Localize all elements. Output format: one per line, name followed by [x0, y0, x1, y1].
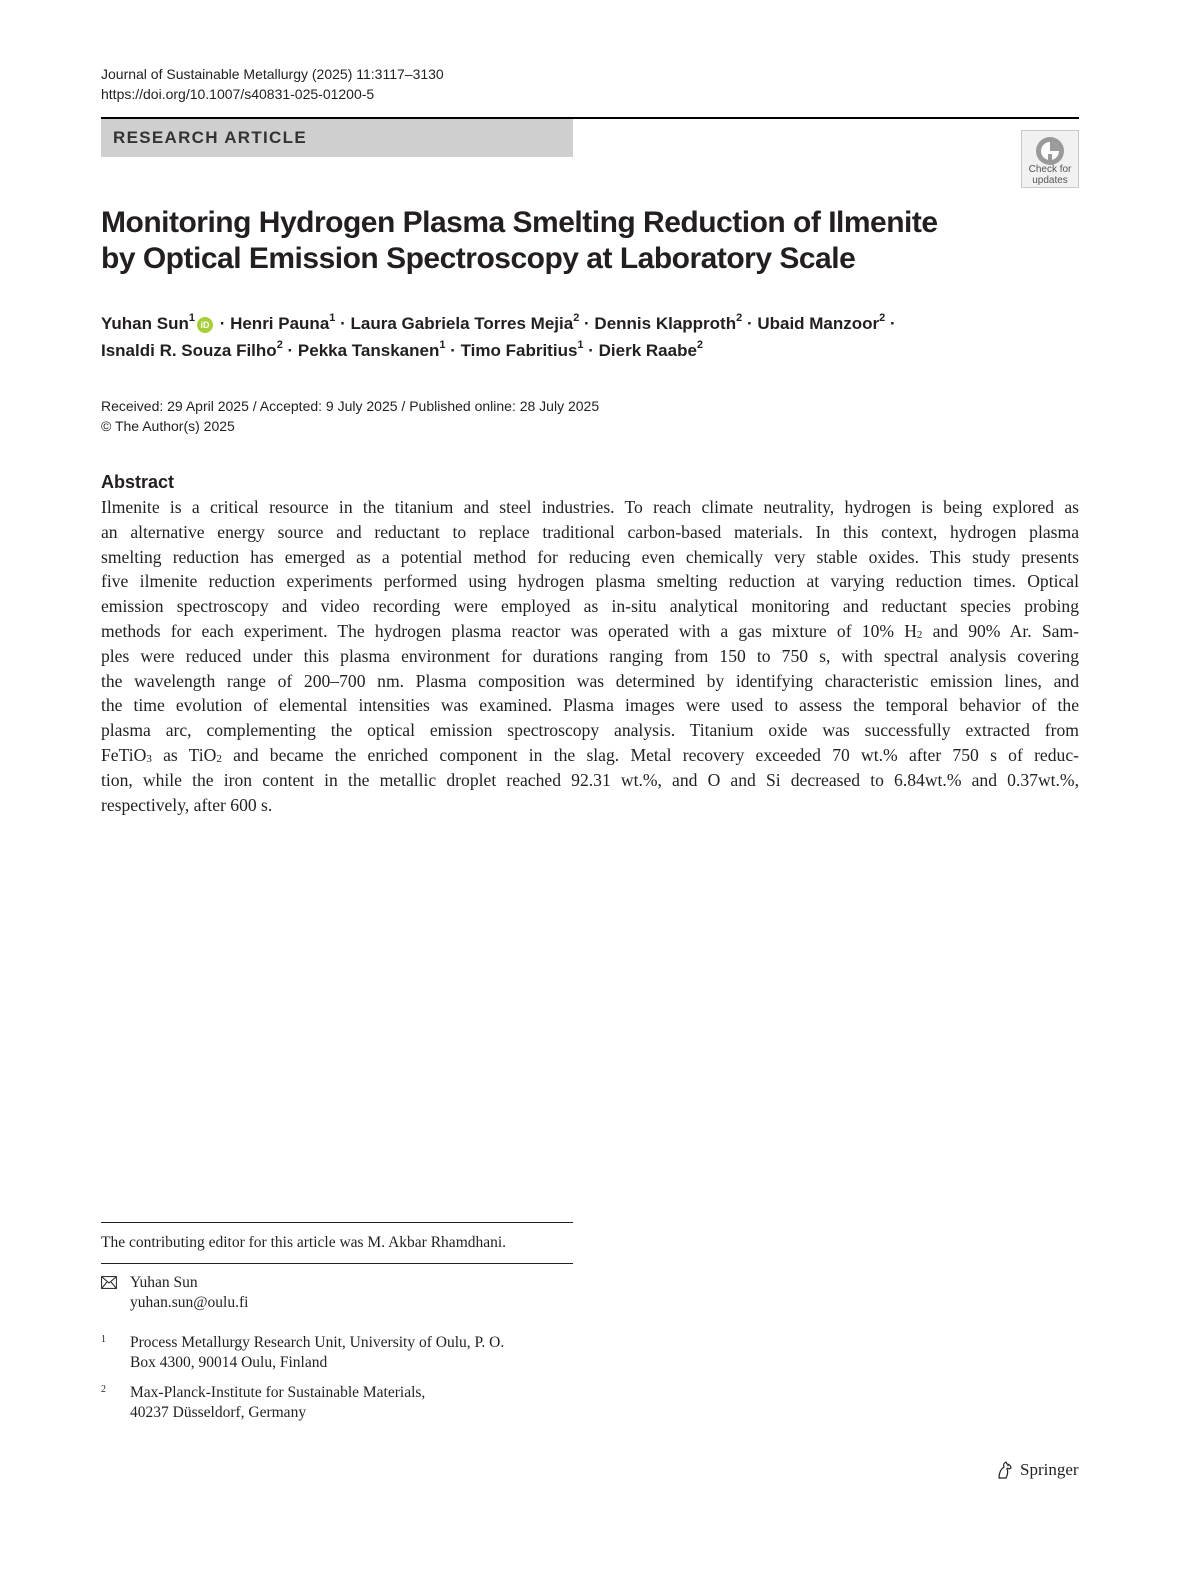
editor-note: The contributing editor for this article was M. Akbar Rhamdhani. [101, 1234, 507, 1251]
abstract-line: the time evolution of elemental intensities was examined. Plasma images were used to assess the temporal behavior of the [101, 695, 1079, 716]
abstract-line: five ilmenite reduction experiments performed using hydrogen plasma smelting reduction at varying reduction times. Optical [101, 571, 1079, 592]
abstract-line: tion, while the iron content in the metallic droplet reached 92.31 wt.%, and O and Si decreased to 6.84wt.% and 0.37wt.%, [101, 769, 1079, 790]
author-name[interactable]: Isnaldi R. Souza Filho [101, 341, 277, 360]
footnote-rule [101, 1263, 573, 1264]
springer-horse-icon [995, 1460, 1015, 1480]
author-name[interactable]: Dierk Raabe [598, 341, 697, 360]
article-type-banner: RESEARCH ARTICLE [101, 119, 573, 157]
affiliation-marker: 2 [276, 339, 283, 352]
affiliation-line: Box 4300, 90014 Oulu, Finland [130, 1354, 328, 1371]
footnote-rule [101, 1222, 573, 1223]
author-name[interactable]: Dennis Klapproth [594, 314, 737, 333]
affiliation-number: 2 [101, 1384, 106, 1395]
affiliation-marker: 2 [573, 312, 580, 325]
affiliation-number: 1 [101, 1334, 106, 1345]
affiliation-line: Process Metallurgy Research Unit, University of Oulu, P. O. [130, 1334, 505, 1351]
subscript: 3 [146, 752, 152, 765]
abstract-line: FeTiO$_3$ as TiO$_2$ and became the enriched component in the slag. Metal recovery exceeded 70 wt.% after 750 s of reduc- [101, 744, 1080, 765]
title-line-2: by Optical Emission Spectroscopy at Laboratory Scale [101, 242, 856, 275]
abstract-line: plasma arc, complementing the optical emission spectroscopy analysis. Titanium oxide was successfully extracted from [101, 720, 1079, 741]
journal-header [101, 64, 444, 104]
subscript: 2 [216, 752, 222, 765]
affiliation-marker: 1 [439, 339, 446, 352]
publication-dates [101, 396, 599, 436]
abstract-line: the wavelength range of 200–700 nm. Plasma composition was determined by identifying characteristic emission lines, and [101, 670, 1079, 691]
check-for-updates-icon [1035, 136, 1065, 166]
article-title [101, 205, 1001, 277]
affiliation-marker: 1 [188, 312, 195, 325]
abstract-line: ples were reduced under this plasma environment for durations ranging from 150 to 750 s, with spectral analysis covering [101, 645, 1079, 666]
abstract-line: Ilmenite is a critical resource in the titanium and steel industries. To reach climate neutrality, hydrogen is being explored as [101, 497, 1079, 517]
corresponding-author-email[interactable]: yuhan.sun@oulu.fi [130, 1294, 249, 1311]
journal-citation: Journal of Sustainable Metallurgy (2025) 11:3117–3130 [101, 66, 444, 82]
envelope-icon [101, 1276, 117, 1289]
affiliation-marker: 2 [879, 312, 886, 325]
check-for-updates-badge[interactable] [1021, 130, 1079, 188]
affiliation-marker: 1 [329, 312, 336, 325]
author-line-1: Yuhan Sun$^1$iD · Henri Pauna$^1$ · Laura Gabriela Torres Mejia$^2$ · Dennis Klapproth$^2$ · Ubaid Manzoor$^2$ · [101, 312, 896, 333]
title-line-1: Monitoring Hydrogen Plasma Smelting Reduction of Ilmenite [101, 206, 938, 239]
author-list [101, 310, 1081, 364]
corresponding-author-name: Yuhan Sun [130, 1274, 198, 1291]
author-name[interactable]: Yuhan Sun [101, 314, 189, 333]
author-name[interactable]: Henri Pauna [230, 314, 330, 333]
abstract-line: smelting reduction has emerged as a potential method for reducing even chemically very stable oxides. This study presents [101, 546, 1079, 567]
author-name[interactable]: Timo Fabritius [460, 341, 578, 360]
abstract-line: methods for each experiment. The hydrogen plasma reactor was operated with a gas mixture of 10% $H_2$ and 90% Ar. Sam- [101, 620, 1080, 641]
abstract-line: an alternative energy source and reductant to replace traditional carbon-based materials. In this context, hydrogen plasma [101, 521, 1079, 542]
copyright-notice: © The Author(s) 2025 [101, 418, 235, 434]
doi-link[interactable]: https://doi.org/10.1007/s40831-025-01200-5 [101, 86, 375, 102]
date-history: Received: 29 April 2025 / Accepted: 9 July 2025 / Published online: 28 July 2025 [101, 398, 600, 414]
author-line-2: Isnaldi R. Souza Filho$^2$ · Pekka Tanskanen$^1$ · Timo Fabritius$^1$ · Dierk Raabe$^2$ [101, 339, 704, 360]
subscript: 2 [916, 628, 923, 641]
abstract-body [101, 495, 1079, 817]
affiliation-marker: 2 [696, 339, 704, 352]
author-name[interactable]: Laura Gabriela Torres Mejia [350, 314, 574, 333]
author-name[interactable]: Pekka Tanskanen [297, 341, 440, 360]
affiliation-line: Max-Planck-Institute for Sustainable Materials, [130, 1384, 426, 1401]
publisher-name: Springer [1020, 1460, 1079, 1479]
orcid-icon[interactable]: iD [197, 317, 213, 333]
affiliation-marker: 2 [736, 312, 743, 325]
abstract-heading: Abstract [101, 472, 175, 492]
check-for-updates-label: Check for updates [1028, 164, 1072, 186]
affiliation-line: 40237 Düsseldorf, Germany [130, 1404, 307, 1421]
author-name[interactable]: Ubaid Manzoor [757, 314, 880, 333]
affiliation-marker: 1 [577, 339, 584, 352]
abstract-line: emission spectroscopy and video recording were employed as in-situ analytical monitoring and reductant species probing [101, 596, 1079, 617]
abstract-line: respectively, after 600 s. [101, 794, 273, 815]
